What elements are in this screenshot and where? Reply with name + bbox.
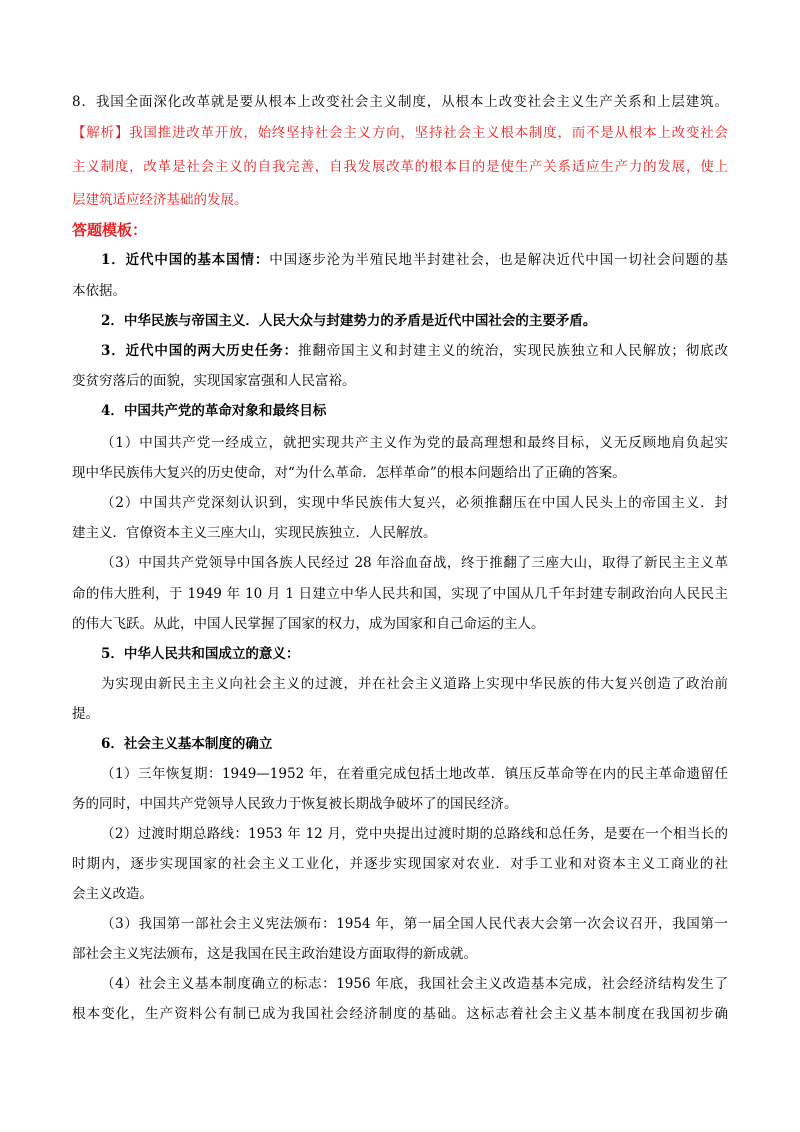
item-3-text-1: 推翻帝国主义和封建主义的统治，实现民族独立和人民解放；彻底改 (297, 343, 729, 359)
analysis-text-1: 【解析】我国推进改革开放，始终坚持社会主义方向，坚持社会主义根本制度，而不是从根本上改变社会 (72, 125, 728, 141)
item-6-p3-text-1: （3）我国第一部社会主义宪法颁布：1954 年，第一届全国人民代表大会第一次会议召开，我国第一 (101, 916, 728, 932)
item-5-line-2: 提。 (72, 706, 99, 722)
item-4-p3-line-2 (72, 584, 728, 604)
item-4-p1-line-2: 现中华民族伟大复兴的历史使命，对“为什么革命．怎样革命”的根本问题给出了正确的答案。 (72, 465, 626, 481)
item-3-line-2: 变贫穷落后的面貌，实现国家富强和人民富裕。 (72, 373, 356, 389)
item-3-line-1 (101, 341, 728, 361)
item-1-line-1 (101, 250, 728, 270)
question-8 (72, 92, 728, 112)
item-3-title: 3．近代中国的两大历史任务： (101, 343, 298, 359)
item-6-p4-line-2 (72, 1004, 728, 1024)
item-6-p2-line-1 (101, 824, 728, 844)
item-4-p3-text-2: 命的伟大胜利，于 1949 年 10 月 1 日建立中华人民共和国，实现了中国从几千年封建专制政治向人民民主 (72, 586, 728, 602)
item-6-p1-line-1 (101, 764, 728, 784)
item-6-p3-line-1 (101, 914, 728, 934)
item-5-text-1: 为实现由新民主主义向社会主义的过渡，并在社会主义道路上实现中华民族的伟大复兴创造了政治前 (101, 676, 728, 692)
item-6-p4-line-1 (101, 974, 728, 994)
item-6-p2-text-2: 时期内，逐步实现国家的社会主义工业化，并逐步实现国家对农业．对手工业和对资本主义工商业的社 (72, 856, 728, 872)
item-6-p1-text-1: （1）三年恢复期：1949—1952 年，在着重完成包括土地改革．镇压反革命等在内的民主革命遗留任 (101, 766, 728, 782)
question-8-text: 8．我国全面深化改革就是要从根本上改变社会主义制度，从根本上改变社会主义生产关系和上层建筑。 (72, 94, 728, 110)
item-4-p1-text-1: （1）中国共产党一经成立，就把实现共产主义作为党的最高理想和最终目标，义无反顾地肩负起实 (101, 435, 728, 451)
analysis-line-2 (72, 157, 728, 177)
item-4-p3-line-3: 的伟大飞跃。从此，中国人民掌握了国家的权力，成为国家和自己命运的主人。 (72, 616, 545, 632)
item-6-p2-line-2 (72, 854, 728, 874)
item-4-title: 4．中国共产党的革命对象和最终目标 (101, 403, 327, 419)
item-6-title: 6．社会主义基本制度的确立 (101, 736, 273, 752)
item-1-title: 1．近代中国的基本国情： (101, 252, 270, 268)
item-4-p2-text-1: （2）中国共产党深刻认识到，实现中华民族伟大复兴，必须推翻压在中国人民头上的帝国主义．封 (101, 495, 728, 511)
template-heading: 答题模板： (72, 221, 148, 239)
item-6-p3-line-2: 部社会主义宪法颁布，这是我国在民主政治建设方面取得的新成就。 (72, 946, 477, 962)
item-6-p4-text-2: 根本变化，生产资料公有制已成为我国社会经济制度的基础。这标志着社会主义基本制度在我国初步确 (72, 1006, 728, 1022)
item-6-p2-line-3: 会主义改造。 (72, 886, 153, 902)
item-4-p1-line-1 (101, 433, 728, 453)
analysis-text-2: 主义制度，改革是社会主义的自我完善，自我发展改革的根本目的是使生产关系适应生产力的发展，使上 (72, 159, 728, 175)
item-6-p1-line-2: 务的同时，中国共产党领导人民致力于恢复被长期战争破坏了的国民经济。 (72, 796, 518, 812)
item-4-p3-text-1: （3）中国共产党领导中国各族人民经过 28 年浴血奋战，终于推翻了三座大山，取得了新民主主义革 (101, 555, 728, 571)
item-1-line-2: 本依据。 (72, 283, 126, 299)
analysis-text-3: 层建筑适应经济基础的发展。 (72, 192, 248, 208)
item-2-title: 2．中华民族与帝国主义．人民大众与封建势力的矛盾是近代中国社会的主要矛盾。 (101, 313, 597, 329)
item-6-p4-text-1: （4）社会主义基本制度确立的标志：1956 年底，我国社会主义改造基本完成，社会经济结构发生了 (101, 976, 728, 992)
item-5-line-1 (101, 674, 728, 694)
item-5-title: 5．中华人民共和国成立的意义： (101, 646, 300, 662)
item-4-p3-line-1 (101, 553, 728, 573)
item-4-p2-line-1 (101, 493, 728, 513)
item-4-p2-line-2: 建主义．官僚资本主义三座大山，实现民族独立．人民解放。 (72, 525, 437, 541)
analysis-line-1 (72, 123, 728, 143)
analysis-line-3 (72, 190, 248, 210)
item-1-text-1: 中国逐步沦为半殖民地半封建社会，也是解决近代中国一切社会问题的基 (269, 252, 728, 268)
item-3-line-1-wrap (101, 341, 728, 361)
item-6-p2-text-1: （2）过渡时期总路线：1953 年 12 月，党中央提出过渡时期的总路线和总任务，是要在一个相当长的 (101, 826, 728, 842)
item-1-line-1-wrap (101, 250, 728, 270)
